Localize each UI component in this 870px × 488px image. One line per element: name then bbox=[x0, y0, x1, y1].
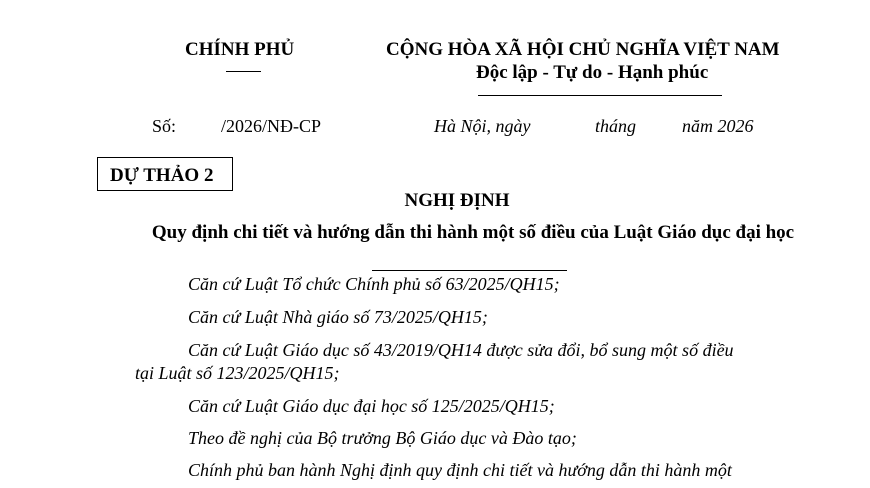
document-number-label: Số: bbox=[152, 116, 177, 136]
agency-underline bbox=[226, 71, 261, 72]
preamble-line-3-cont: tại Luật số 123/2025/QH15; bbox=[135, 363, 340, 383]
document-subtitle: Quy định chi tiết và hướng dẫn thi hành một số điều của Luật Giáo dục đại học bbox=[151, 222, 795, 243]
preamble-line-4: Căn cứ Luật Giáo dục đại học số 125/2025/QH15; bbox=[188, 396, 555, 416]
agency-name: CHÍNH PHỦ bbox=[185, 39, 295, 60]
national-motto: Độc lập - Tự do - Hạnh phúc bbox=[476, 62, 709, 83]
draft-label: DỰ THẢO 2 bbox=[110, 165, 214, 186]
title-underline bbox=[372, 270, 567, 271]
country-name: CỘNG HÒA XÃ HỘI CHỦ NGHĨA VIỆT NAM bbox=[386, 39, 780, 60]
place-date-prefix: Hà Nội, ngày bbox=[434, 116, 531, 136]
preamble-line-6: Chính phủ ban hành Nghị định quy định chi tiết và hướng dẫn thi hành một bbox=[188, 460, 732, 480]
document-number-value: /2026/NĐ-CP bbox=[221, 116, 322, 136]
year-label: năm 2026 bbox=[682, 116, 754, 136]
month-label: tháng bbox=[595, 116, 637, 136]
motto-underline bbox=[478, 95, 722, 96]
preamble-line-3: Căn cứ Luật Giáo dục số 43/2019/QH14 được sửa đổi, bổ sung một số điều bbox=[188, 340, 734, 360]
document-title: NGHỊ ĐỊNH bbox=[404, 190, 510, 211]
preamble-line-5: Theo đề nghị của Bộ trưởng Bộ Giáo dục và Đào tạo; bbox=[188, 428, 577, 448]
preamble-line-1: Căn cứ Luật Tổ chức Chính phủ số 63/2025/QH15; bbox=[188, 274, 560, 294]
preamble-line-2: Căn cứ Luật Nhà giáo số 73/2025/QH15; bbox=[188, 307, 488, 327]
